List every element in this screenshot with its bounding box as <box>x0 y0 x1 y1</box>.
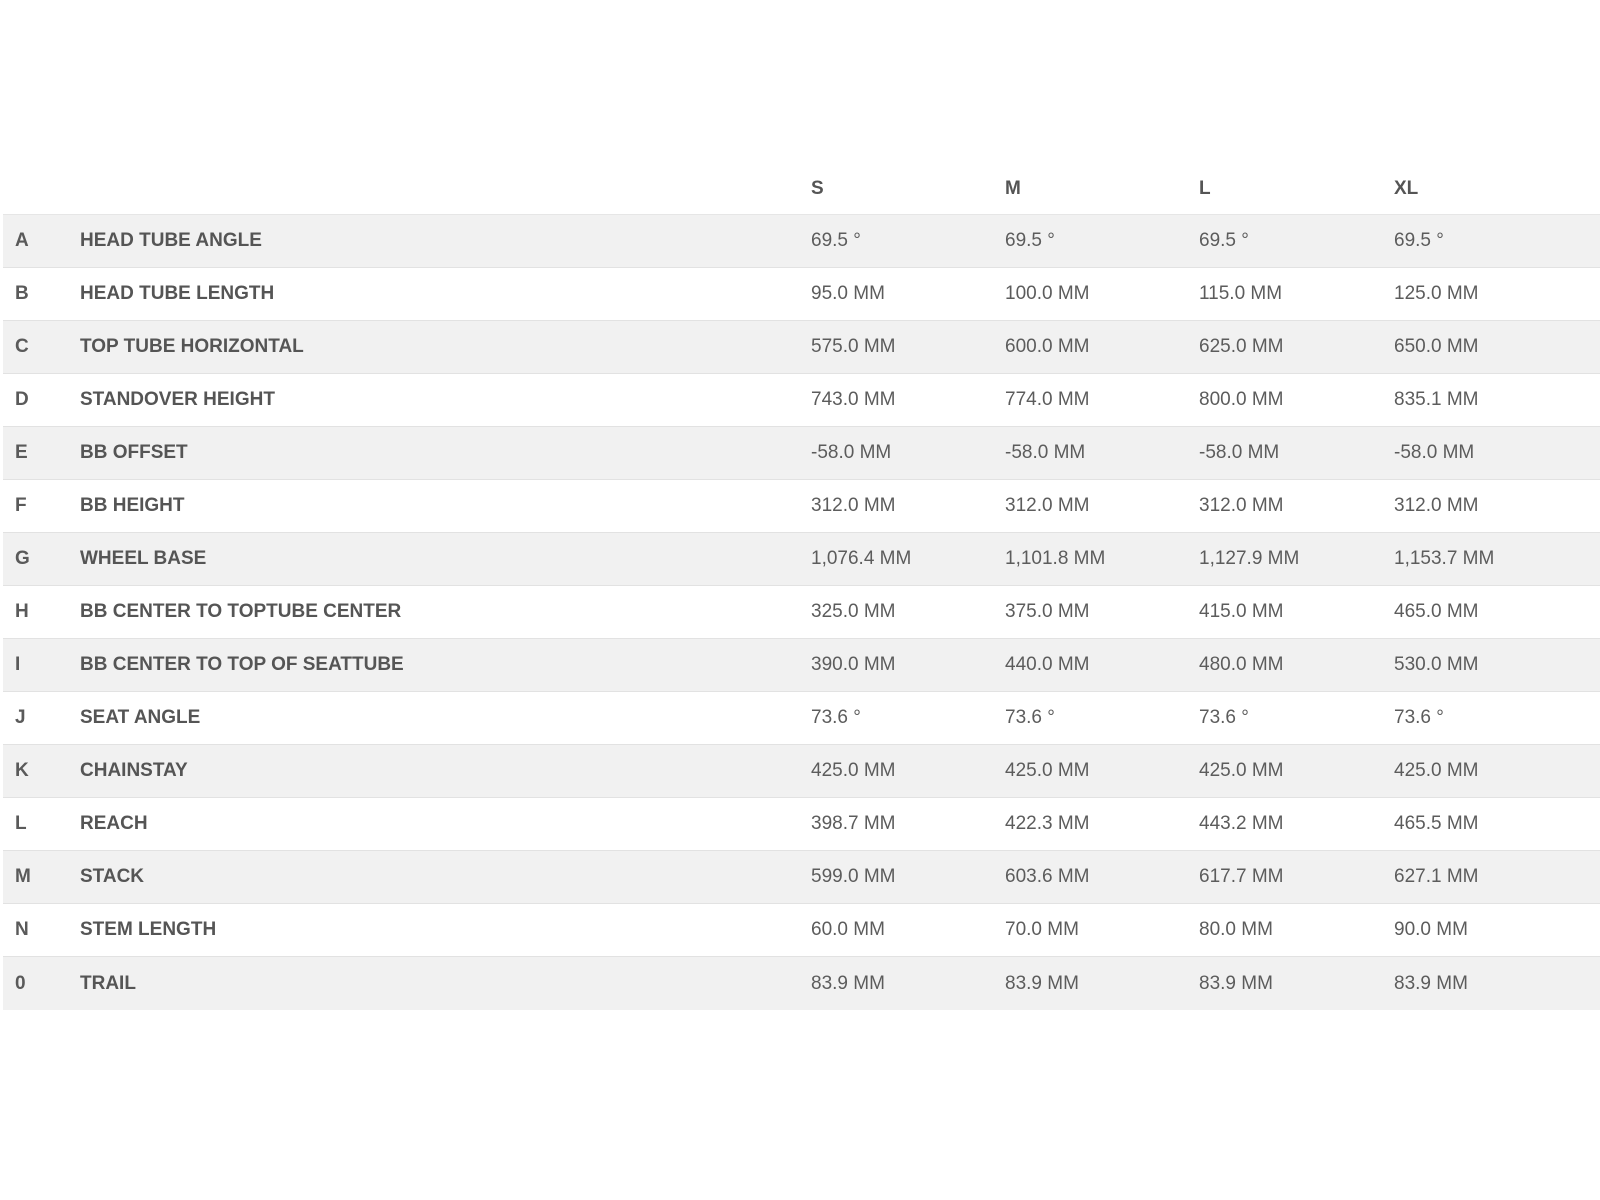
row-value-l: 625.0 MM <box>1199 336 1284 357</box>
row-value-m: 100.0 MM <box>1005 283 1090 304</box>
row-value-xl: 125.0 MM <box>1394 283 1479 304</box>
row-label: STACK <box>80 866 145 887</box>
row-inner <box>3 798 1600 850</box>
row-value-xl: 1,153.7 MM <box>1394 548 1495 569</box>
table-row <box>3 798 1600 851</box>
row-value-s: 425.0 MM <box>811 760 896 781</box>
row-label: TOP TUBE HORIZONTAL <box>80 336 304 357</box>
row-inner <box>3 321 1600 373</box>
row-value-l: -58.0 MM <box>1199 442 1280 463</box>
row-value-xl: 650.0 MM <box>1394 336 1479 357</box>
row-value-s: 398.7 MM <box>811 813 896 834</box>
row-inner <box>3 480 1600 532</box>
row-value-l: 1,127.9 MM <box>1199 548 1300 569</box>
row-letter: H <box>15 601 29 622</box>
row-value-m: 312.0 MM <box>1005 495 1090 516</box>
table-row <box>3 480 1600 533</box>
row-value-l: 425.0 MM <box>1199 760 1284 781</box>
row-letter: N <box>15 919 29 940</box>
row-value-s: 1,076.4 MM <box>811 548 912 569</box>
row-label: CHAINSTAY <box>80 760 188 781</box>
row-value-m: -58.0 MM <box>1005 442 1086 463</box>
row-letter: E <box>15 442 28 463</box>
row-value-s: 95.0 MM <box>811 283 885 304</box>
table-row <box>3 374 1600 427</box>
row-label: TRAIL <box>80 972 136 994</box>
row-value-xl: -58.0 MM <box>1394 442 1475 463</box>
header-inner <box>3 163 1600 214</box>
row-value-xl: 465.5 MM <box>1394 813 1479 834</box>
row-inner <box>3 745 1600 797</box>
row-value-s: 312.0 MM <box>811 495 896 516</box>
row-label: WHEEL BASE <box>80 548 207 569</box>
row-value-m: 425.0 MM <box>1005 760 1090 781</box>
row-value-s: 73.6 ° <box>811 707 861 728</box>
geometry-table <box>3 163 1600 1010</box>
row-label: STANDOVER HEIGHT <box>80 389 275 410</box>
row-letter: C <box>15 336 29 357</box>
row-letter: F <box>15 495 27 516</box>
row-inner <box>3 374 1600 426</box>
row-letter: D <box>15 389 29 410</box>
table-row <box>3 745 1600 798</box>
row-letter: J <box>15 707 26 728</box>
row-value-xl: 530.0 MM <box>1394 654 1479 675</box>
row-inner <box>3 268 1600 320</box>
row-label: HEAD TUBE ANGLE <box>80 230 262 251</box>
row-inner <box>3 957 1600 1010</box>
row-value-s: -58.0 MM <box>811 442 892 463</box>
row-value-xl: 835.1 MM <box>1394 389 1479 410</box>
row-value-l: 312.0 MM <box>1199 495 1284 516</box>
row-value-m: 600.0 MM <box>1005 336 1090 357</box>
row-value-l: 115.0 MM <box>1199 283 1283 304</box>
row-value-s: 743.0 MM <box>811 389 896 410</box>
table-row <box>3 586 1600 639</box>
row-value-s: 575.0 MM <box>811 336 896 357</box>
row-inner <box>3 639 1600 691</box>
row-inner <box>3 533 1600 585</box>
row-letter: L <box>15 813 27 834</box>
row-label: SEAT ANGLE <box>80 707 201 728</box>
size-header-s: S <box>811 177 824 199</box>
row-inner <box>3 427 1600 479</box>
row-inner <box>3 851 1600 903</box>
size-header-l: L <box>1199 177 1211 199</box>
row-value-xl: 90.0 MM <box>1394 919 1468 940</box>
row-label: BB CENTER TO TOPTUBE CENTER <box>80 601 402 622</box>
size-header-m: M <box>1005 177 1021 199</box>
row-value-m: 83.9 MM <box>1005 972 1079 994</box>
row-value-s: 83.9 MM <box>811 972 885 994</box>
row-inner <box>3 586 1600 638</box>
row-inner <box>3 904 1600 956</box>
table-row <box>3 533 1600 586</box>
row-value-l: 415.0 MM <box>1199 601 1284 622</box>
row-value-xl: 73.6 ° <box>1394 707 1444 728</box>
row-label: REACH <box>80 813 148 834</box>
row-label: BB OFFSET <box>80 442 188 463</box>
row-letter: B <box>15 283 29 304</box>
row-value-l: 443.2 MM <box>1199 813 1284 834</box>
table-row <box>3 692 1600 745</box>
row-value-xl: 69.5 ° <box>1394 230 1444 251</box>
row-label: STEM LENGTH <box>80 919 217 940</box>
row-value-m: 69.5 ° <box>1005 230 1055 251</box>
row-value-xl: 83.9 MM <box>1394 972 1468 994</box>
row-value-l: 83.9 MM <box>1199 972 1273 994</box>
row-value-s: 390.0 MM <box>811 654 896 675</box>
row-value-s: 69.5 ° <box>811 230 861 251</box>
row-label: HEAD TUBE LENGTH <box>80 283 275 304</box>
row-value-l: 617.7 MM <box>1199 866 1284 887</box>
row-letter: I <box>15 654 21 675</box>
row-value-l: 73.6 ° <box>1199 707 1249 728</box>
table-row <box>3 851 1600 904</box>
table-row <box>3 904 1600 957</box>
row-value-xl: 465.0 MM <box>1394 601 1479 622</box>
table-row <box>3 268 1600 321</box>
table-row <box>3 639 1600 692</box>
row-inner <box>3 692 1600 744</box>
row-label: BB HEIGHT <box>80 495 185 516</box>
row-letter: A <box>15 230 29 251</box>
row-inner <box>3 215 1600 267</box>
row-value-l: 800.0 MM <box>1199 389 1284 410</box>
table-row <box>3 215 1600 268</box>
row-value-xl: 627.1 MM <box>1394 866 1479 887</box>
row-letter: M <box>15 866 31 887</box>
row-value-m: 73.6 ° <box>1005 707 1055 728</box>
table-row <box>3 427 1600 480</box>
row-value-m: 375.0 MM <box>1005 601 1090 622</box>
row-value-m: 422.3 MM <box>1005 813 1090 834</box>
table-row <box>3 321 1600 374</box>
row-value-m: 1,101.8 MM <box>1005 548 1106 569</box>
row-letter: 0 <box>15 972 26 994</box>
row-label: BB CENTER TO TOP OF SEATTUBE <box>80 654 404 675</box>
row-value-s: 325.0 MM <box>811 601 896 622</box>
row-value-s: 60.0 MM <box>811 919 885 940</box>
row-letter: K <box>15 760 29 781</box>
row-value-xl: 425.0 MM <box>1394 760 1479 781</box>
table-body <box>3 215 1600 1010</box>
row-value-xl: 312.0 MM <box>1394 495 1479 516</box>
row-value-m: 774.0 MM <box>1005 389 1090 410</box>
row-value-l: 480.0 MM <box>1199 654 1284 675</box>
row-value-s: 599.0 MM <box>811 866 896 887</box>
row-value-m: 603.6 MM <box>1005 866 1090 887</box>
row-letter: G <box>15 548 30 569</box>
size-header-xl: XL <box>1394 177 1419 199</box>
table-header-row <box>3 163 1600 215</box>
row-value-m: 70.0 MM <box>1005 919 1079 940</box>
table-row <box>3 957 1600 1010</box>
row-value-m: 440.0 MM <box>1005 654 1090 675</box>
row-value-l: 69.5 ° <box>1199 230 1249 251</box>
row-value-l: 80.0 MM <box>1199 919 1273 940</box>
